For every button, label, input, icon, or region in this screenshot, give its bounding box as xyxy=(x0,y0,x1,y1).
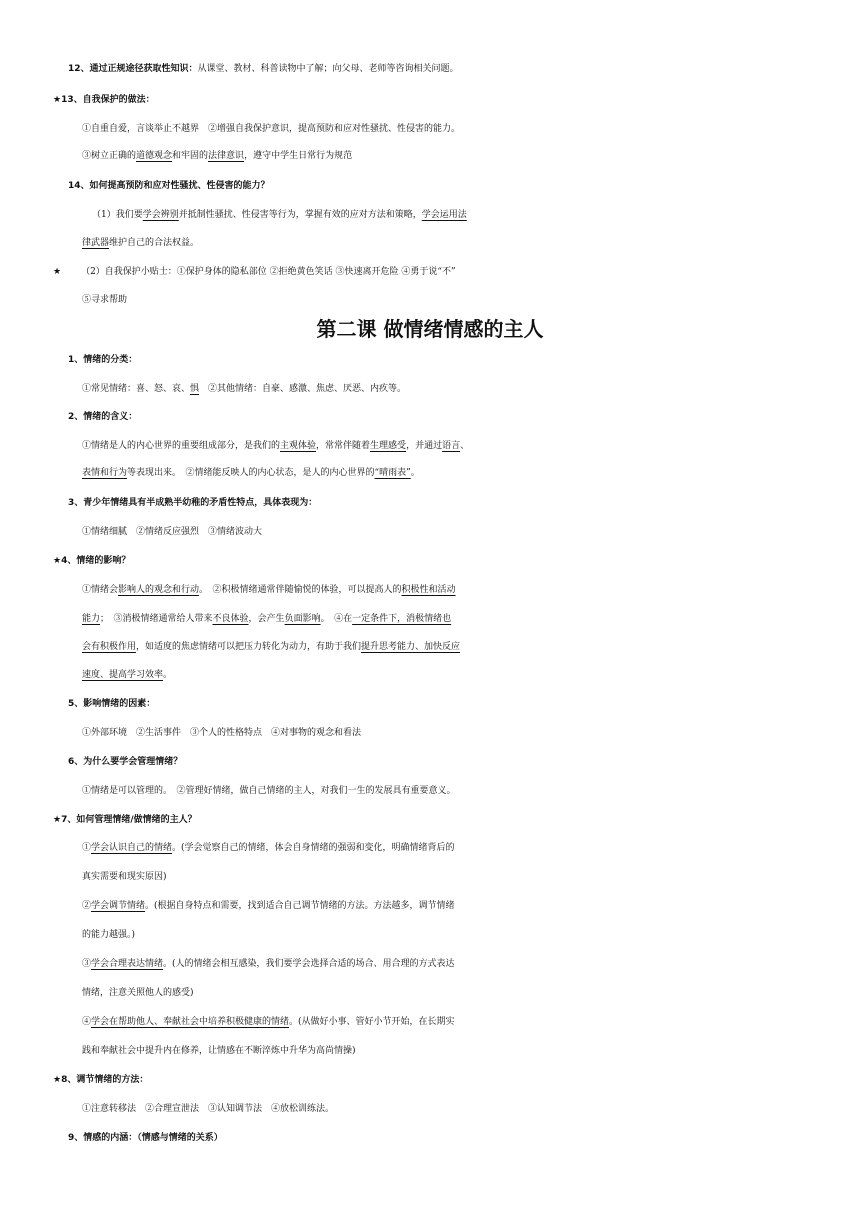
text-segment: 和牢固的 xyxy=(172,151,209,161)
item-5-line1: ①外部环境 ②生活事件 ③个人的性格特点 ④对事物的观念和看法 xyxy=(82,728,362,738)
text-segment: ③ xyxy=(82,959,92,969)
item-1-heading: 1、情绪的分类： xyxy=(68,355,138,365)
underlined-term: “晴雨表” xyxy=(374,468,411,478)
item-13-line2 xyxy=(82,146,860,166)
underlined-term: 惧 xyxy=(190,384,200,394)
underlined-term: 法律意识 xyxy=(208,151,245,161)
text-segment: （2）自我保护小贴士：①保护身体的隐私部位 ②拒绝黄色笑话 ③快速离开危险 ④勇于说“不” xyxy=(81,267,456,277)
text-segment: ①常见情绪：喜、怒、哀、 xyxy=(82,384,191,394)
item-7-heading: ★7、如何管理情绪/做情绪的主人？ xyxy=(53,815,197,825)
lesson-title: 第二课 做情绪情感的主人 xyxy=(316,317,544,341)
underlined-term: 学会运用法 xyxy=(421,210,467,220)
text-segment: 。(根据自身特点和需要，找到适合自己调节情绪的方法。方法越多，调节情绪 xyxy=(145,901,455,911)
item-7-line8: 践和奉献社会中提升内在修养，让情感在不断淬炼中升华为高尚情操) xyxy=(82,1046,356,1056)
item-7-line4: 的能力越强。) xyxy=(82,930,136,940)
underlined-term: 能力 xyxy=(82,614,101,624)
text-segment: 。 ②积极情绪通常伴随愉悦的体验，可以提高人的 xyxy=(199,585,402,595)
text-segment: ，并通过 xyxy=(406,441,443,451)
text-segment: ，遵守中学生日常行为规范 xyxy=(244,151,353,161)
item-6-heading: 6、为什么要学会管理情绪？ xyxy=(68,757,183,767)
underlined-term: 道德观念 xyxy=(136,151,173,161)
text-segment: ③树立正确的 xyxy=(82,151,137,161)
text-segment: 。(学会觉察自己的情绪，体会自身情绪的强弱和变化，明确情绪背后的 xyxy=(172,843,455,853)
item-5-heading: 5、影响情绪的因素： xyxy=(68,699,156,709)
item-13-line1: ①自重自爱，言谈举止不越界 ②增强自我保护意识，提高预防和应对性骚扰、性侵害的能力。 xyxy=(82,124,461,134)
item-7-line6: 情绪，注意关照他人的感受) xyxy=(82,988,194,998)
underlined-term: 负面影响 xyxy=(284,614,321,624)
underlined-term: 会有积极作用 xyxy=(82,642,137,652)
item-3-line1: ①情绪细腻 ②情绪反应强烈 ③情绪波动大 xyxy=(82,527,263,537)
underlined-term: 语言 xyxy=(442,441,461,451)
item-8-heading: ★8、调节情绪的方法： xyxy=(53,1075,149,1085)
item-12 xyxy=(68,59,860,79)
text-segment: ①情绪是人的内心世界的重要组成部分，是我们的 xyxy=(82,441,281,451)
underlined-term: 积极性和活动 xyxy=(401,585,456,595)
text-segment: ④ xyxy=(82,1017,92,1027)
underlined-term: 学会调节情绪 xyxy=(91,901,146,911)
text-segment: 等表现出来。 ②情绪能反映人的内心状态，是人的内心世界的 xyxy=(127,468,375,478)
underlined-term: 学会合理表达情绪 xyxy=(91,959,164,969)
item-7-line3 xyxy=(82,896,860,916)
item-7-line2: 真实需要和现实原因) xyxy=(82,872,167,882)
item-1-line1 xyxy=(82,379,860,399)
item-6-line1: ①情绪是可以管理的。 ②管理好情绪，做自己情绪的主人，对我们一生的发展具有重要意义。 xyxy=(82,786,456,796)
item-8-line1: ①注意转移法 ②合理宣泄法 ③认知调节法 ④放松训练法。 xyxy=(82,1104,335,1114)
text-segment: 。(从做好小事、管好小节开始，在长期实 xyxy=(289,1017,455,1027)
item-2-line1 xyxy=(82,436,860,456)
underlined-term: 学会辨别 xyxy=(142,210,179,220)
item-7-line1 xyxy=(82,838,860,858)
item-4-line1 xyxy=(82,580,860,600)
underlined-term: 影响人的观念和行动 xyxy=(118,585,200,595)
underlined-term: 律武器 xyxy=(82,238,110,248)
underlined-term: 学会认识自己的情绪 xyxy=(91,843,173,853)
text-segment: ，常常伴随着 xyxy=(316,441,371,451)
text-segment: ①情绪会 xyxy=(82,585,119,595)
item-13-heading: ★13、自我保护的做法： xyxy=(53,95,155,105)
star-icon: ★ xyxy=(53,267,62,277)
underlined-term: 表情和行为 xyxy=(82,468,128,478)
item-4-line2 xyxy=(82,609,860,629)
item-4-line3 xyxy=(82,637,860,657)
text-segment: ① xyxy=(82,843,92,853)
text-segment: 并抵制性骚扰、性侵害等行为，掌握有效的应对方法和策略， xyxy=(178,210,422,220)
item-3-heading: 3、青少年情绪具有半成熟半幼稚的矛盾性特点，具体表现为： xyxy=(68,498,318,508)
underlined-term: 不良体验 xyxy=(212,614,249,624)
item-12-text: 从课堂、教材、科普读物中了解；向父母、老师等咨询相关问题。 xyxy=(197,64,459,74)
item-7-line5 xyxy=(82,954,860,974)
item-4-line4 xyxy=(82,665,860,685)
item-14-tips-cont: ⑤寻求帮助 xyxy=(82,295,128,305)
underlined-term: 生理感受 xyxy=(370,441,407,451)
text-segment: ； ③消极情绪通常给人带来 xyxy=(100,614,213,624)
underlined-term: 速度、提高学习效率 xyxy=(82,670,164,680)
item-2-heading: 2、情绪的含义： xyxy=(68,412,138,422)
item-9-heading: 9、情感的内涵：（情感与情绪的关系） xyxy=(68,1133,223,1143)
text-segment: （1）我们要 xyxy=(92,210,143,220)
underlined-term: 提升思考能力、加快反应 xyxy=(361,642,461,652)
item-14-line1 xyxy=(92,205,860,225)
text-segment: 、 xyxy=(460,441,470,451)
item-4-heading: ★4、情绪的影响？ xyxy=(53,556,131,566)
text-segment: ②其他情绪：自豪、感激、焦虑、厌恶、内疚等。 xyxy=(199,384,407,394)
item-14-heading: 14、如何提高预防和应对性骚扰、性侵害的能力？ xyxy=(68,181,270,191)
underlined-term: 主观体验 xyxy=(280,441,317,451)
text-segment: ，如适度的焦虑情绪可以把压力转化为动力，有助于我们 xyxy=(136,642,362,652)
text-segment: 维护自己的合法权益。 xyxy=(109,238,200,248)
underlined-term: 学会在帮助他人、奉献社会中培养积极健康的情绪 xyxy=(91,1017,290,1027)
item-12-heading: 12、通过正规途径获取性知识： xyxy=(68,64,198,74)
item-2-line2 xyxy=(82,463,860,483)
text-segment: 。 ④在 xyxy=(320,614,353,624)
item-14-tips xyxy=(53,262,860,282)
text-segment: ，会产生 xyxy=(248,614,285,624)
text-segment: ② xyxy=(82,901,92,911)
underlined-term: 一定条件下，消极情绪也 xyxy=(352,614,452,624)
text-segment: 。(人的情绪会相互感染，我们要学会选择合适的场合、用合理的方式表达 xyxy=(163,959,455,969)
item-7-line7 xyxy=(82,1012,860,1032)
text-segment: 。 xyxy=(163,670,173,680)
item-14-line2 xyxy=(82,233,860,253)
text-segment: 。 xyxy=(410,468,420,478)
